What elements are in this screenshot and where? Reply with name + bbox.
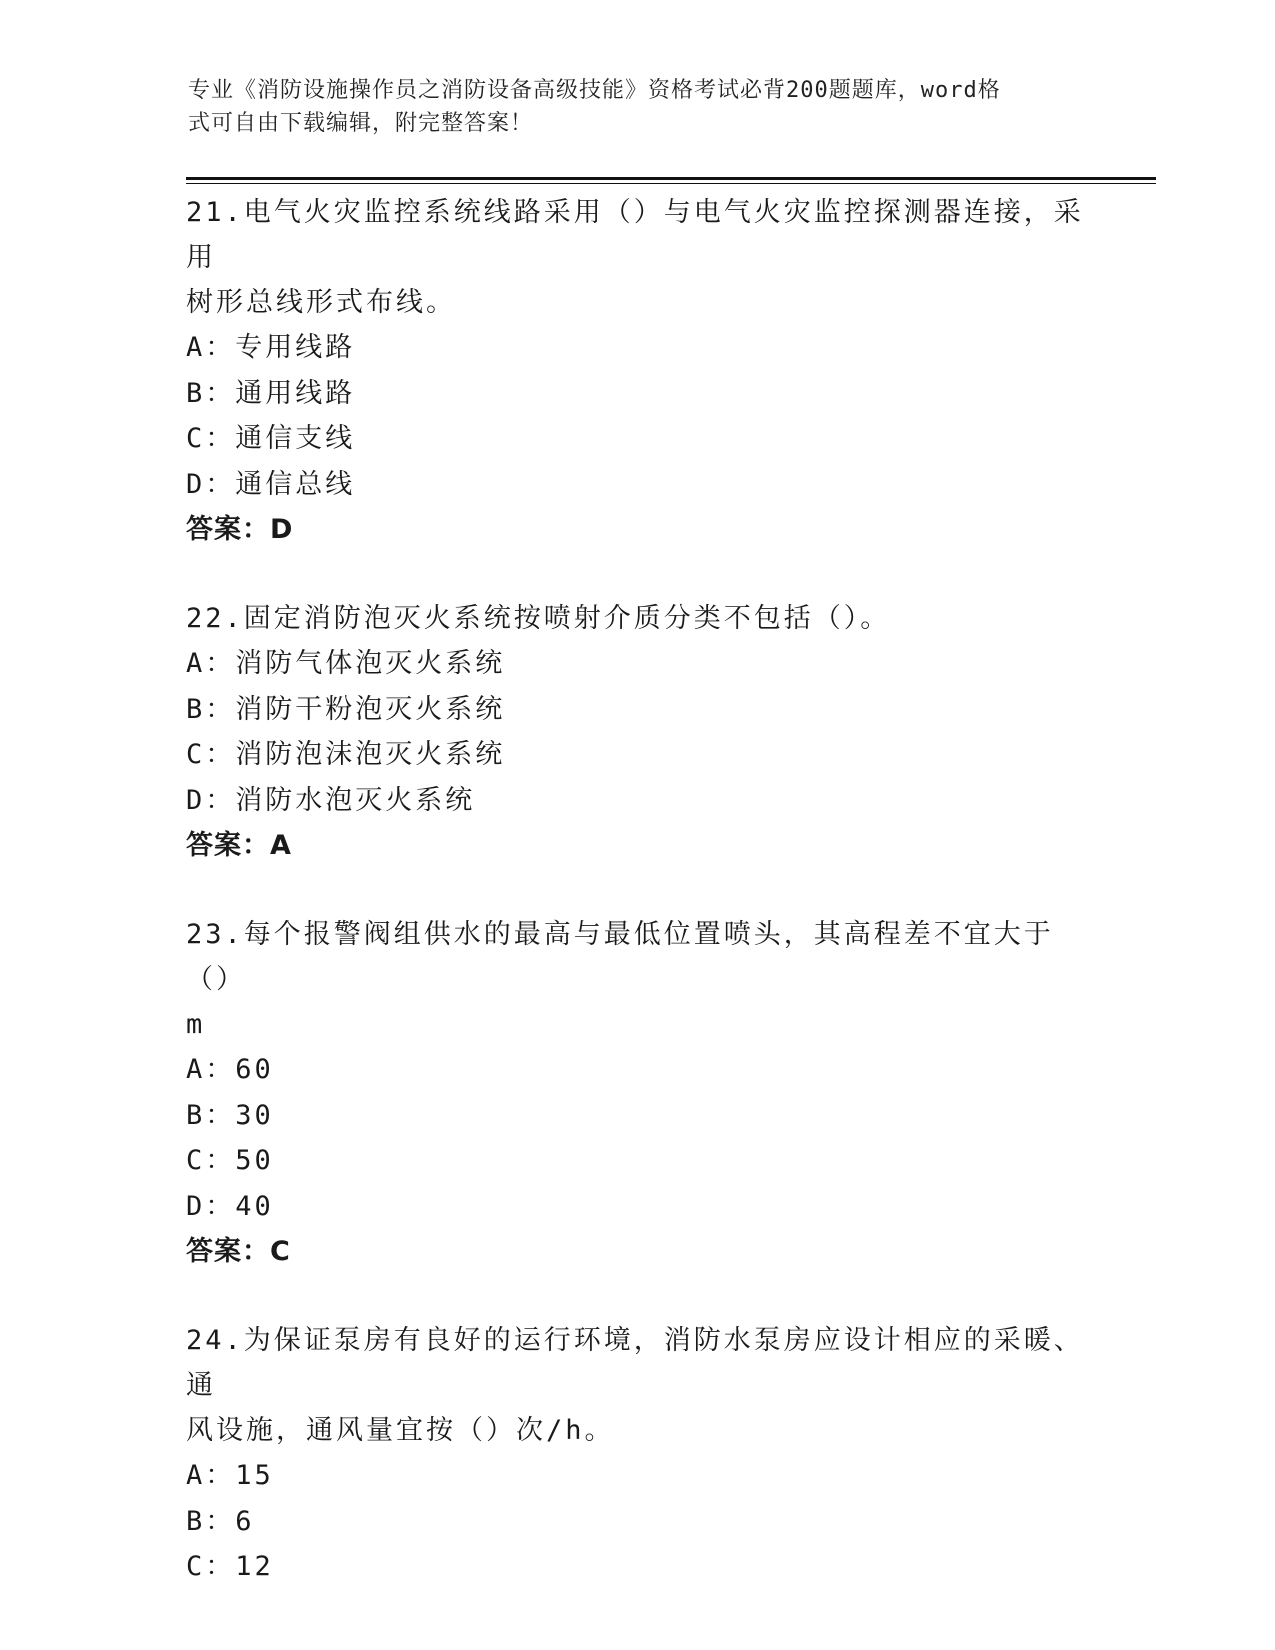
header-line-1: 专业《消防设施操作员之消防设备高级技能》资格考试必背200题题库，word格 xyxy=(188,78,1001,103)
option-a: A：60 xyxy=(186,1054,274,1085)
option-b: B：消防干粉泡灭火系统 xyxy=(186,693,506,725)
question-stem xyxy=(186,596,1086,641)
option-b: B：30 xyxy=(186,1099,274,1131)
option-b: B：通用线路 xyxy=(186,377,356,409)
question-stem-line-1: 23.每个报警阀组供水的最高与最低位置喷头，其高程差不宜大于（） xyxy=(186,919,1054,995)
option-list xyxy=(186,1453,1086,1590)
question-stem-line-1: 24.为保证泵房有良好的运行环境，消防水泵房应设计相应的采暖、通 xyxy=(186,1325,1084,1401)
question-stem-line-2: 风设施，通风量宜按（）次/h。 xyxy=(186,1415,615,1446)
answer-line: 答案：A xyxy=(186,830,292,861)
question-24 xyxy=(186,1318,1086,1590)
question-stem-line-2: 树形总线形式布线。 xyxy=(186,287,456,318)
option-d: D：消防水泡灭火系统 xyxy=(186,784,476,816)
answer-line: 答案：D xyxy=(186,514,294,545)
option-c: C：12 xyxy=(186,1551,274,1582)
question-list xyxy=(186,190,1086,1634)
question-stem xyxy=(186,190,1086,325)
question-stem-line-1: 22.固定消防泡灭火系统按喷射介质分类不包括（）。 xyxy=(186,603,891,634)
option-a: A：消防气体泡灭火系统 xyxy=(186,648,506,679)
question-23 xyxy=(186,912,1086,1274)
option-d: D：通信总线 xyxy=(186,468,356,500)
question-22 xyxy=(186,596,1086,868)
question-stem-line-2: m xyxy=(186,1009,206,1040)
option-c: C：50 xyxy=(186,1145,274,1176)
option-a: A：专用线路 xyxy=(186,332,356,363)
question-21 xyxy=(186,190,1086,552)
question-stem-line-1: 21.电气火灾监控系统线路采用（）与电气火灾监控探测器连接，采用 xyxy=(186,197,1084,273)
option-c: C：消防泡沫泡灭火系统 xyxy=(186,739,506,770)
option-c: C：通信支线 xyxy=(186,423,356,454)
header-divider-thick xyxy=(186,177,1156,180)
header-line-2: 式可自由下载编辑，附完整答案！ xyxy=(188,111,534,136)
question-stem xyxy=(186,1318,1086,1453)
option-list xyxy=(186,641,1086,823)
question-stem xyxy=(186,912,1086,1047)
option-b: B：6 xyxy=(186,1505,255,1537)
option-list xyxy=(186,325,1086,507)
option-a: A：15 xyxy=(186,1460,274,1491)
option-d: D：40 xyxy=(186,1190,274,1222)
answer-line: 答案：C xyxy=(186,1236,291,1267)
header-divider-thin xyxy=(186,183,1156,184)
option-list xyxy=(186,1047,1086,1229)
document-header xyxy=(188,74,1068,140)
